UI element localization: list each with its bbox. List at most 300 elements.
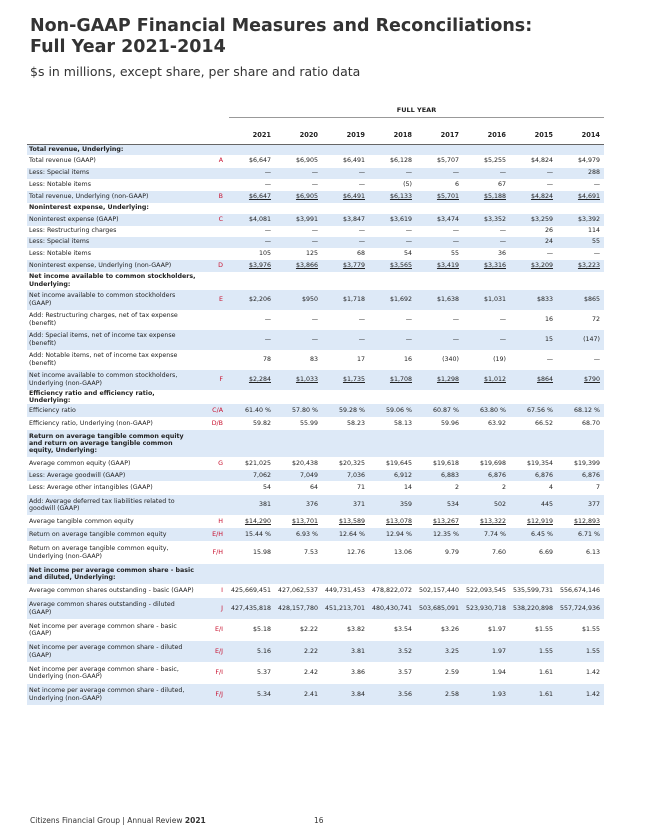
value-cell: — — [452, 227, 459, 235]
table-row — [27, 214, 604, 226]
value-cell — [510, 564, 557, 584]
value-cell: $1.97 — [487, 626, 506, 634]
value-cell: 3.25 — [416, 641, 463, 662]
row-reference: F/I — [215, 669, 223, 677]
row-reference: I — [221, 587, 223, 595]
value-cell: 371 — [322, 495, 369, 515]
value-cell: — — [499, 227, 506, 235]
value-cell: $6,647 — [229, 191, 275, 203]
row-label: Less: Special items — [27, 237, 197, 248]
page-subtitle: $s in millions, except share, per share and ratio data — [30, 64, 361, 79]
table-row — [27, 330, 604, 350]
value-cell: — — [405, 227, 412, 235]
value-cell: 503,685,091 — [416, 598, 463, 619]
value-cell: — — [546, 355, 553, 363]
value-cell: 7,049 — [275, 470, 322, 481]
reconciliation-table — [27, 127, 604, 705]
value-cell: 66.52 — [534, 419, 553, 427]
value-cell: 36 — [497, 249, 506, 257]
value-cell — [557, 390, 604, 405]
value-cell — [557, 203, 604, 214]
value-cell: — — [229, 237, 275, 248]
value-cell: 557,724,936 — [557, 598, 604, 619]
value-cell: 427,435,818 — [229, 598, 275, 619]
value-cell: $2,284 — [229, 370, 275, 390]
table-row — [27, 528, 604, 541]
value-cell: $14,290 — [244, 517, 271, 525]
row-reference — [197, 330, 229, 350]
value-cell: 114 — [587, 227, 600, 235]
value-cell: $6,133 — [369, 191, 416, 203]
value-cell: $3,419 — [416, 260, 463, 272]
value-cell: 78 — [262, 355, 271, 363]
value-cell: $6,905 — [275, 191, 322, 203]
row-reference: C/A — [197, 404, 229, 417]
value-cell: 6 — [454, 180, 459, 188]
value-cell: 5.16 — [229, 641, 275, 662]
value-cell: 55 — [450, 249, 459, 257]
value-cell: $1,012 — [463, 370, 510, 390]
value-cell: $19,399 — [573, 459, 600, 467]
reference-column-header — [197, 127, 229, 145]
table-body — [27, 145, 604, 706]
row-label: Noninterest expense, Underlying (non-GAAP) — [27, 260, 197, 272]
value-cell: 2.58 — [416, 684, 463, 705]
value-cell: — — [264, 180, 271, 188]
value-cell — [322, 564, 369, 584]
title-line-2: Full Year 2021-2014 — [30, 37, 226, 57]
value-cell: $3,316 — [463, 260, 510, 272]
value-cell — [510, 390, 557, 405]
page-title — [30, 16, 630, 58]
row-reference: F — [197, 370, 229, 390]
row-label: Net income per average common share - basic (GAAP) — [29, 622, 177, 638]
value-cell: — — [546, 180, 553, 188]
value-cell: 2 — [454, 484, 459, 492]
label-column-header — [27, 127, 197, 145]
value-cell — [510, 145, 557, 155]
value-cell: 67.56 % — [510, 404, 557, 417]
value-cell: $6,128 — [389, 157, 412, 165]
value-cell: — — [311, 180, 318, 188]
value-cell: 54 — [262, 484, 271, 492]
value-cell: $3,259 — [510, 214, 557, 226]
value-cell: 3.84 — [322, 684, 369, 705]
value-cell: 57.80 % — [275, 404, 322, 417]
row-label: Average common shares outstanding - diluted (GAAP) — [27, 598, 197, 619]
row-label: Return on average tangible common equity — [27, 528, 197, 541]
value-cell — [463, 145, 510, 155]
value-cell: 59.96 — [440, 419, 459, 427]
value-cell: 12.35 % — [416, 528, 463, 541]
table-row — [27, 417, 604, 430]
row-label: Efficiency ratio and efficiency ratio, Underlying: — [29, 389, 155, 404]
row-reference: J — [197, 598, 229, 619]
value-cell: $19,618 — [432, 459, 459, 467]
row-label: Net income available to common stockholders, Underlying (non-GAAP) — [27, 370, 197, 390]
value-cell: 68.70 — [581, 419, 600, 427]
row-reference — [197, 168, 229, 179]
value-cell — [275, 390, 322, 405]
value-cell: $13,267 — [432, 517, 459, 525]
title-line-1: Non-GAAP Financial Measures and Reconciliations: — [30, 16, 533, 36]
footer-year: 2021 — [184, 816, 206, 825]
value-cell: 7.53 — [303, 548, 318, 556]
value-cell: 63.80 % — [463, 404, 510, 417]
table-row — [27, 684, 604, 705]
value-cell: — — [452, 315, 459, 323]
value-cell: — — [463, 237, 510, 248]
row-reference — [197, 350, 229, 370]
value-cell: — — [322, 330, 369, 350]
table-row — [27, 260, 604, 272]
table-row — [27, 226, 604, 237]
value-cell — [416, 564, 463, 584]
year-header-row — [27, 127, 604, 145]
value-cell: 5.37 — [256, 669, 271, 677]
full-year-header: FULL YEAR — [396, 106, 437, 114]
row-reference: G — [218, 459, 223, 467]
value-cell: 6.93 % — [275, 528, 322, 541]
value-cell: 15.44 % — [229, 528, 275, 541]
row-reference: B — [197, 191, 229, 203]
row-label: Less: Average goodwill (GAAP) — [27, 470, 197, 481]
value-cell — [369, 564, 416, 584]
value-cell: $13,589 — [338, 517, 365, 525]
value-cell: 55 — [557, 237, 604, 248]
value-cell: 523,930,718 — [463, 598, 510, 619]
value-cell — [463, 390, 510, 405]
value-cell: 24 — [510, 237, 557, 248]
value-cell: (147) — [557, 330, 604, 350]
value-cell: 2.22 — [275, 641, 322, 662]
row-label: Average common shares outstanding - basic (GAAP) — [29, 587, 194, 595]
value-cell: 1.61 — [538, 669, 553, 677]
value-cell: 502,157,440 — [418, 587, 459, 595]
row-label: Net income per average common share - basic, Underlying (non-GAAP) — [29, 665, 179, 681]
value-cell: 2.42 — [303, 669, 318, 677]
value-cell — [416, 430, 463, 457]
row-label: Add: Special items, net of income tax expense (benefit) — [27, 330, 197, 350]
value-cell: 72 — [591, 315, 600, 323]
value-cell: 12.76 — [346, 548, 365, 556]
value-cell: 522,093,545 — [465, 587, 506, 595]
value-cell: 376 — [275, 495, 322, 515]
value-cell — [322, 430, 369, 457]
table-row — [27, 541, 604, 564]
value-cell — [322, 272, 369, 290]
value-cell: — — [311, 227, 318, 235]
row-label: Net income per average common share - diluted, Underlying (non-GAAP) — [27, 684, 197, 705]
year-header: 2014 — [557, 127, 604, 145]
value-cell: $21,025 — [244, 459, 271, 467]
value-cell: 428,157,780 — [275, 598, 322, 619]
value-cell: 534 — [416, 495, 463, 515]
row-label: Add: Average deferred tax liabilities related to goodwill (GAAP) — [27, 495, 197, 515]
value-cell: 14 — [403, 484, 412, 492]
value-cell: $950 — [275, 290, 322, 310]
value-cell — [463, 564, 510, 584]
value-cell: — — [358, 227, 365, 235]
value-cell: $2.22 — [299, 626, 318, 634]
value-cell: 6.13 — [585, 548, 600, 556]
value-cell: 2.41 — [275, 684, 322, 705]
value-cell: 68 — [356, 249, 365, 257]
value-cell: — — [593, 355, 600, 363]
row-label: Efficiency ratio, Underlying (non-GAAP) — [29, 419, 153, 427]
value-cell: 1.94 — [491, 669, 506, 677]
value-cell: $4,081 — [229, 214, 275, 226]
value-cell — [463, 430, 510, 457]
value-cell: — — [264, 227, 271, 235]
row-reference: E/H — [197, 528, 229, 541]
value-cell: $13,322 — [479, 517, 506, 525]
value-cell — [463, 272, 510, 290]
value-cell — [510, 203, 557, 214]
value-cell: — — [322, 168, 369, 179]
value-cell: — — [369, 330, 416, 350]
value-cell — [557, 145, 604, 155]
section-header-row — [27, 145, 604, 155]
year-header: 2021 — [229, 127, 275, 145]
value-cell — [322, 203, 369, 214]
value-cell: 451,213,701 — [322, 598, 369, 619]
value-cell: 6,876 — [463, 470, 510, 481]
row-reference — [197, 272, 229, 290]
value-cell: 71 — [356, 484, 365, 492]
value-cell: 6,876 — [510, 470, 557, 481]
value-cell — [416, 272, 463, 290]
year-header: 2020 — [275, 127, 322, 145]
value-cell: 2 — [501, 484, 506, 492]
value-cell: $12,893 — [573, 517, 600, 525]
value-cell: 1.55 — [510, 641, 557, 662]
row-reference: D/B — [211, 419, 223, 427]
value-cell: 15.98 — [252, 548, 271, 556]
value-cell: — — [264, 315, 271, 323]
value-cell: 7,036 — [322, 470, 369, 481]
value-cell: 6.71 % — [557, 528, 604, 541]
table-row — [27, 584, 604, 598]
table-row — [27, 350, 604, 370]
value-cell — [322, 145, 369, 155]
table-row — [27, 168, 604, 179]
value-cell: 7,062 — [229, 470, 275, 481]
value-cell: $1,298 — [416, 370, 463, 390]
value-cell: $4,824 — [530, 157, 553, 165]
row-reference — [197, 237, 229, 248]
row-reference — [197, 481, 229, 495]
value-cell: 3.81 — [322, 641, 369, 662]
value-cell: 63.92 — [487, 419, 506, 427]
value-cell: 445 — [510, 495, 557, 515]
value-cell: $5,188 — [463, 191, 510, 203]
value-cell: 83 — [309, 355, 318, 363]
row-label: Less: Notable items — [29, 180, 91, 188]
value-cell — [557, 272, 604, 290]
value-cell: 58.13 — [393, 419, 412, 427]
row-label: Noninterest expense, Underlying: — [29, 204, 149, 212]
value-cell: $1.55 — [534, 626, 553, 634]
value-cell — [510, 272, 557, 290]
row-reference — [197, 179, 229, 191]
row-label: Add: Restructuring charges, net of tax expense (benefit) — [29, 312, 178, 327]
value-cell: — — [358, 180, 365, 188]
row-label: Net income per average common share - diluted (GAAP) — [27, 641, 197, 662]
value-cell: 449,731,453 — [324, 587, 365, 595]
value-cell: 1.42 — [585, 669, 600, 677]
value-cell: $3,976 — [229, 260, 275, 272]
value-cell — [275, 203, 322, 214]
value-cell: $1.55 — [581, 626, 600, 634]
value-cell: 105 — [258, 249, 271, 257]
value-cell — [275, 564, 322, 584]
row-label: Average common equity (GAAP) — [29, 459, 131, 467]
value-cell: — — [510, 168, 557, 179]
row-reference: A — [218, 157, 223, 165]
value-cell: (340) — [442, 355, 459, 363]
row-label: Net income per average common share - basic and diluted, Underlying: — [27, 564, 197, 584]
value-cell — [557, 430, 604, 457]
value-cell: $1,718 — [322, 290, 369, 310]
page-number: 16 — [314, 816, 324, 825]
table-row — [27, 191, 604, 203]
row-reference: C — [197, 214, 229, 226]
value-cell: $5,707 — [436, 157, 459, 165]
value-cell: 3.52 — [369, 641, 416, 662]
table-row — [27, 481, 604, 495]
value-cell: — — [463, 330, 510, 350]
value-cell: 556,674,146 — [559, 587, 600, 595]
value-cell: $3,474 — [416, 214, 463, 226]
value-cell: $3,223 — [557, 260, 604, 272]
value-cell: $5,255 — [483, 157, 506, 165]
value-cell — [369, 272, 416, 290]
value-cell: — — [369, 237, 416, 248]
full-year-rule — [229, 117, 604, 118]
value-cell: $13,701 — [291, 517, 318, 525]
value-cell — [322, 390, 369, 405]
value-cell: 377 — [557, 495, 604, 515]
table-row — [27, 310, 604, 330]
row-reference — [197, 203, 229, 214]
value-cell: 26 — [544, 227, 553, 235]
value-cell — [416, 203, 463, 214]
value-cell: $5,701 — [416, 191, 463, 203]
table-row — [27, 248, 604, 260]
value-cell: $12,919 — [526, 517, 553, 525]
row-label: Total revenue, Underlying (non-GAAP) — [27, 191, 197, 203]
value-cell: $6,905 — [295, 157, 318, 165]
value-cell — [229, 272, 275, 290]
value-cell: — — [416, 168, 463, 179]
value-cell: 538,220,898 — [510, 598, 557, 619]
row-reference — [197, 495, 229, 515]
value-cell: $3,991 — [275, 214, 322, 226]
row-label: Less: Average other intangibles (GAAP) — [29, 484, 153, 492]
table-row — [27, 179, 604, 191]
value-cell: 59.82 — [252, 419, 271, 427]
value-cell: 54 — [403, 249, 412, 257]
table-row — [27, 495, 604, 515]
value-cell: 125 — [305, 249, 318, 257]
value-cell: 6,876 — [557, 470, 604, 481]
value-cell: 13.06 — [393, 548, 412, 556]
value-cell: — — [593, 249, 600, 257]
value-cell: (19) — [493, 355, 506, 363]
value-cell — [275, 145, 322, 155]
value-cell: — — [275, 168, 322, 179]
value-cell: 59.06 % — [369, 404, 416, 417]
value-cell: 55.99 — [299, 419, 318, 427]
value-cell: 4 — [548, 484, 553, 492]
row-reference: F/H — [212, 548, 223, 556]
value-cell: — — [311, 315, 318, 323]
value-cell: — — [499, 315, 506, 323]
value-cell: 5.34 — [229, 684, 275, 705]
value-cell: $13,078 — [385, 517, 412, 525]
table-row — [27, 457, 604, 470]
value-cell: — — [275, 330, 322, 350]
value-cell: 502 — [463, 495, 510, 515]
table-row — [27, 290, 604, 310]
value-cell: $790 — [557, 370, 604, 390]
value-cell: 7.60 — [491, 548, 506, 556]
value-cell: $19,698 — [479, 459, 506, 467]
value-cell: 58.23 — [346, 419, 365, 427]
table-row — [27, 515, 604, 528]
value-cell — [229, 203, 275, 214]
value-cell — [369, 203, 416, 214]
value-cell: — — [416, 237, 463, 248]
value-cell: 1.93 — [463, 684, 510, 705]
value-cell: $3.26 — [440, 626, 459, 634]
value-cell: 381 — [229, 495, 275, 515]
year-header: 2019 — [322, 127, 369, 145]
value-cell: 1.61 — [510, 684, 557, 705]
row-reference: E/I — [215, 626, 223, 634]
value-cell: 59.28 % — [322, 404, 369, 417]
value-cell: 7 — [595, 484, 600, 492]
value-cell: 64 — [309, 484, 318, 492]
value-cell: $1,638 — [416, 290, 463, 310]
year-header: 2017 — [416, 127, 463, 145]
value-cell: $4,824 — [510, 191, 557, 203]
row-label: Efficiency ratio — [27, 404, 197, 417]
section-header-row — [27, 272, 604, 290]
section-header-row — [27, 564, 604, 584]
value-cell: $864 — [510, 370, 557, 390]
value-cell: $3,779 — [322, 260, 369, 272]
value-cell: 16 — [544, 315, 553, 323]
value-cell: 359 — [369, 495, 416, 515]
value-cell: $3,619 — [369, 214, 416, 226]
section-header-row — [27, 203, 604, 214]
row-reference — [197, 390, 229, 405]
value-cell: — — [593, 180, 600, 188]
table-row — [27, 237, 604, 248]
row-reference: H — [218, 517, 223, 525]
value-cell — [229, 390, 275, 405]
value-cell: — — [405, 315, 412, 323]
year-header: 2015 — [510, 127, 557, 145]
row-reference — [197, 430, 229, 457]
value-cell: $1,033 — [275, 370, 322, 390]
value-cell: — — [275, 237, 322, 248]
value-cell: $3,209 — [510, 260, 557, 272]
value-cell: 1.55 — [557, 641, 604, 662]
value-cell — [463, 203, 510, 214]
